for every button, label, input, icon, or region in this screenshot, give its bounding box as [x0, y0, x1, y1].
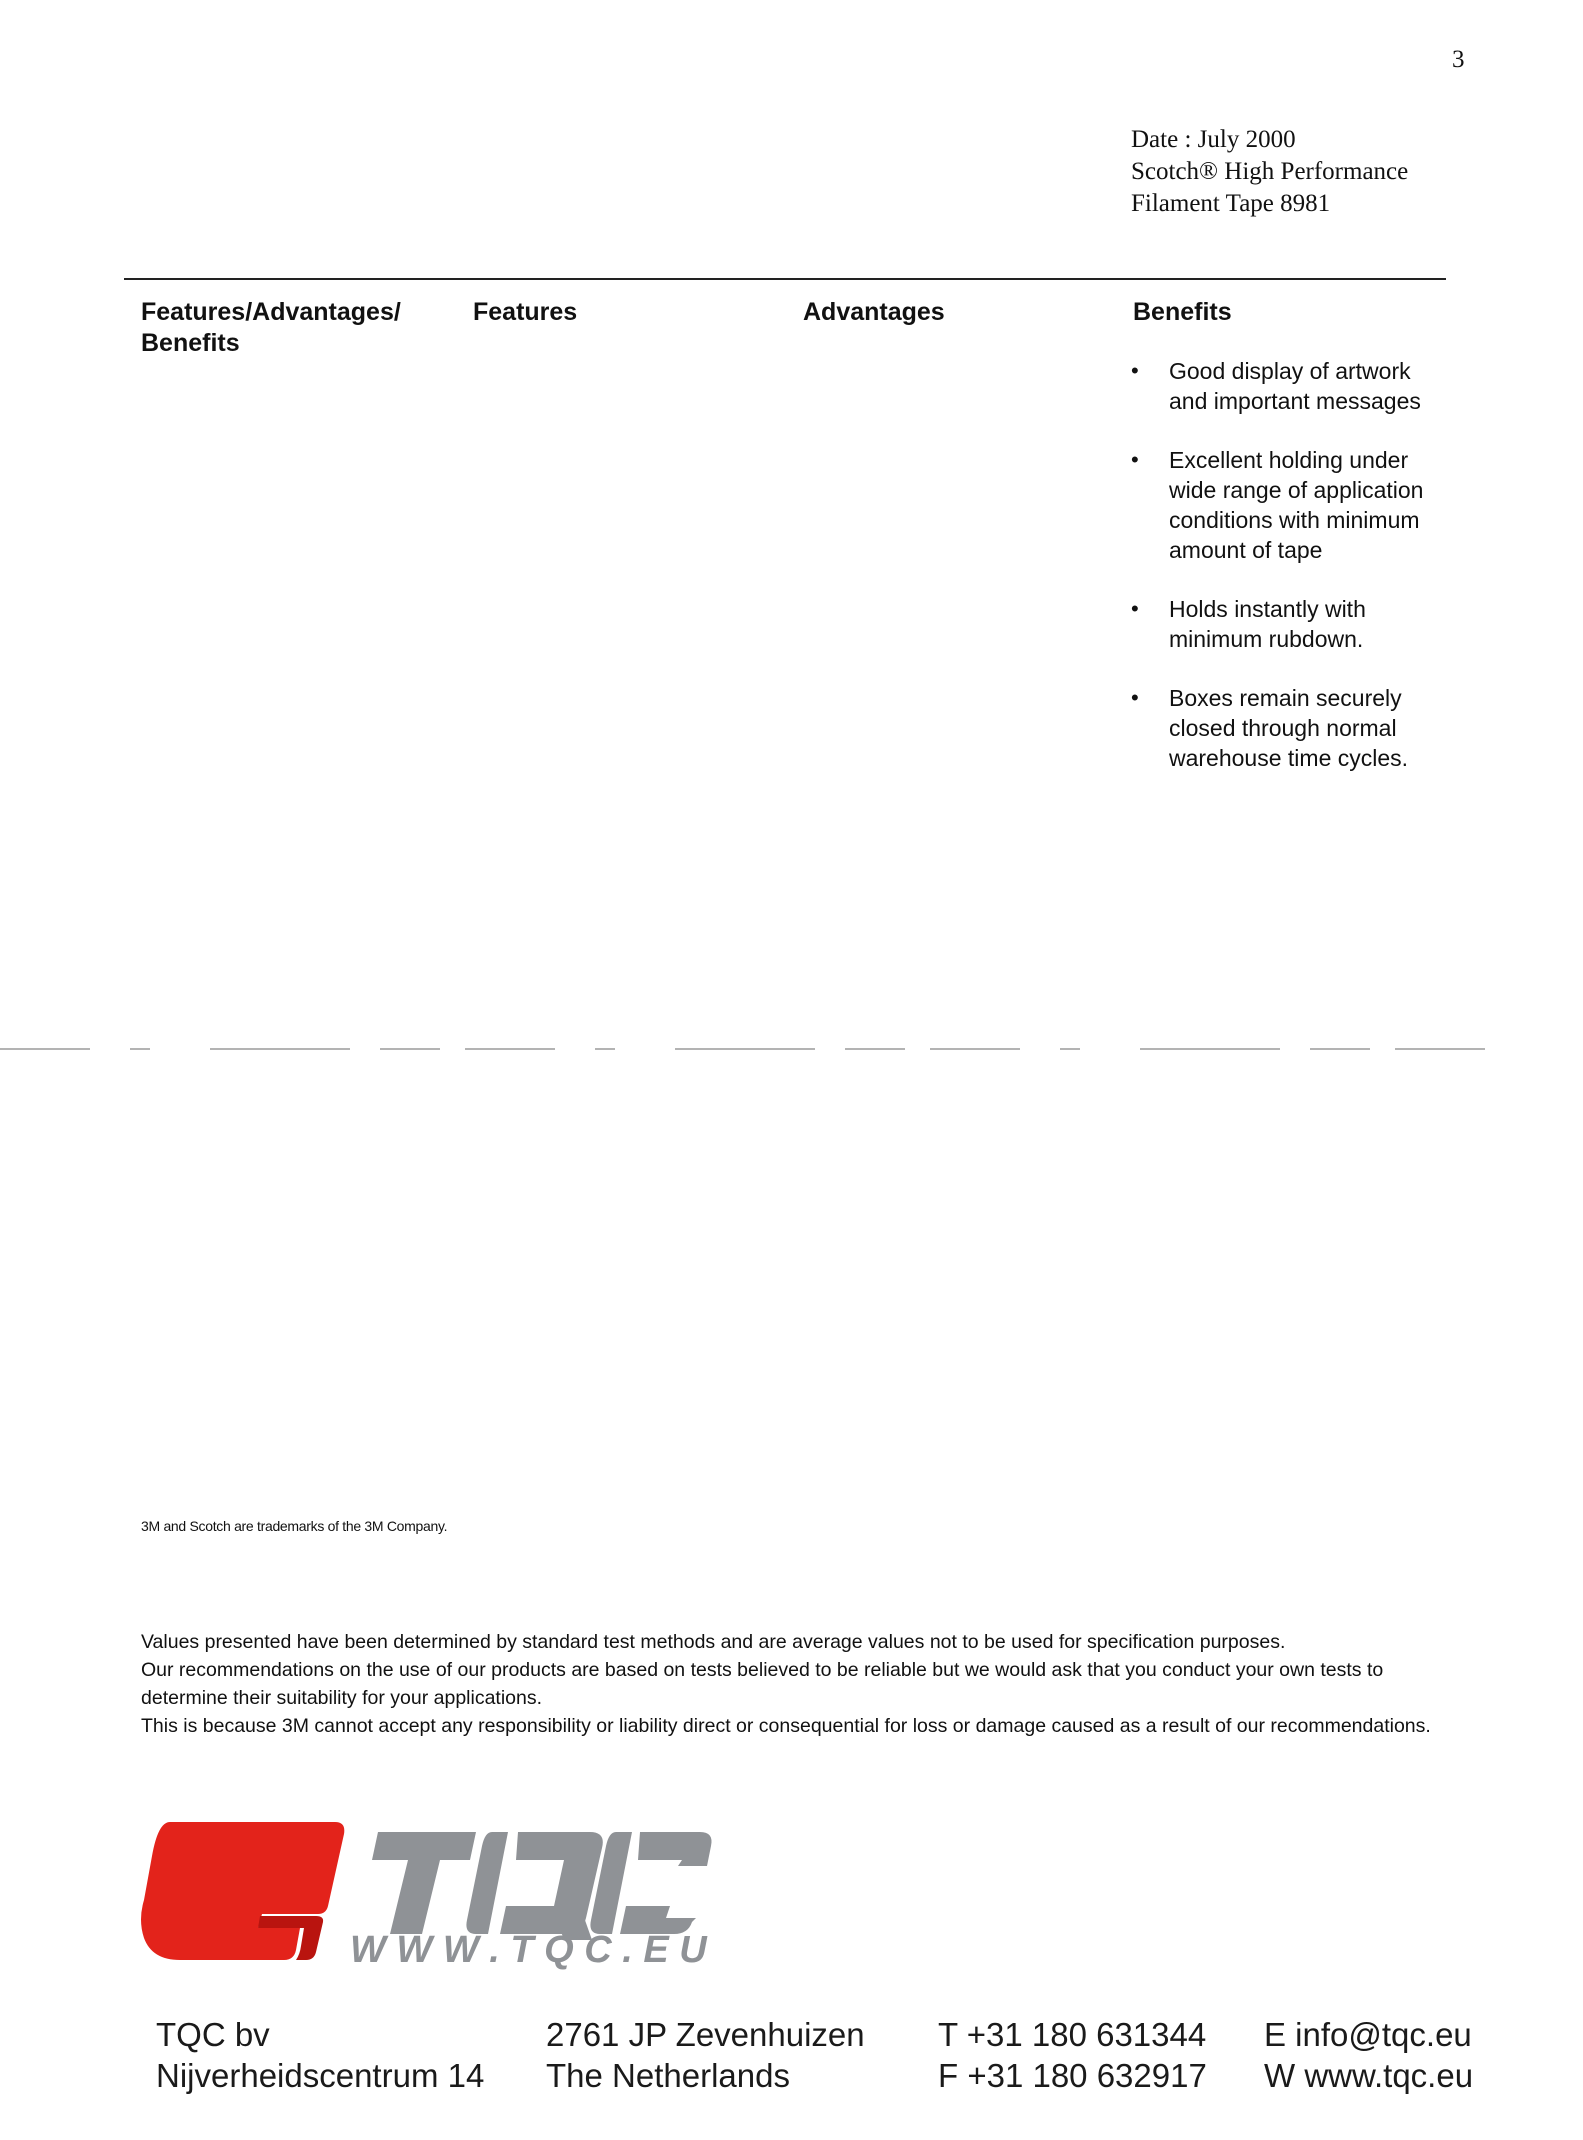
disclaimer [141, 1628, 1461, 1740]
page-number: 3 [1452, 46, 1465, 73]
scan-artifact-line [0, 1048, 1520, 1050]
benefits-list [1131, 356, 1451, 802]
footer-country: The Netherlands [546, 2057, 790, 2094]
document-date: Date : July 2000 [1131, 126, 1296, 153]
benefits-column-header: Benefits [1133, 298, 1232, 326]
footer-phone-fax [938, 2014, 1207, 2096]
footer-contact [1264, 2014, 1473, 2096]
footer-phone: T +31 180 631344 [938, 2016, 1207, 2053]
tqc-logo-url: W W W . T Q C . E U [350, 1929, 707, 1970]
benefit-item: • Excellent holding under wide range of application conditions with minimum amount of tape [1131, 445, 1451, 565]
footer-street: Nijverheidscentrum 14 [156, 2057, 485, 2094]
footer-address [156, 2014, 484, 2096]
footer-web: W www.tqc.eu [1264, 2057, 1474, 2094]
section-label-line1: Features/Advantages/ [141, 298, 401, 326]
document-header [1131, 124, 1408, 220]
disclaimer-line: Values presented have been determined by standard test methods and are average values not to be used for specification purposes. [141, 1631, 1286, 1653]
footer-city [546, 2014, 865, 2096]
footer-email: E info@tqc.eu [1264, 2016, 1472, 2053]
footer-company: TQC bv [156, 2016, 270, 2053]
benefit-item: • Holds instantly with minimum rubdown. [1131, 594, 1451, 654]
features-column-header: Features [473, 298, 578, 326]
disclaimer-line: Our recommendations on the use of our products are based on tests believed to be reliable but we would ask that you conduct your own tests to determine their suitability for your applications. [141, 1659, 1384, 1709]
footer-postal-city: 2761 JP Zevenhuizen [546, 2016, 865, 2053]
benefit-item: • Boxes remain securely closed through normal warehouse time cycles. [1131, 683, 1451, 773]
product-name-line2: Filament Tape 8981 [1131, 190, 1331, 217]
section-label [141, 297, 401, 359]
footer-fax: F +31 180 632917 [938, 2057, 1207, 2094]
product-name-line1: Scotch® High Performance [1131, 158, 1409, 185]
header-divider [124, 278, 1446, 280]
benefit-item: • Good display of artwork and important messages [1131, 356, 1451, 416]
section-label-line2: Benefits [141, 329, 240, 357]
disclaimer-line: This is because 3M cannot accept any responsibility or liability direct or consequential for loss or damage caused as a result of our recommendations. [141, 1715, 1431, 1737]
tqc-logo [140, 1810, 860, 1970]
trademark-notice: 3M and Scotch are trademarks of the 3M Company. [141, 1518, 448, 1534]
tqc-logo-letters [372, 1832, 712, 1940]
advantages-column-header: Advantages [803, 298, 945, 326]
